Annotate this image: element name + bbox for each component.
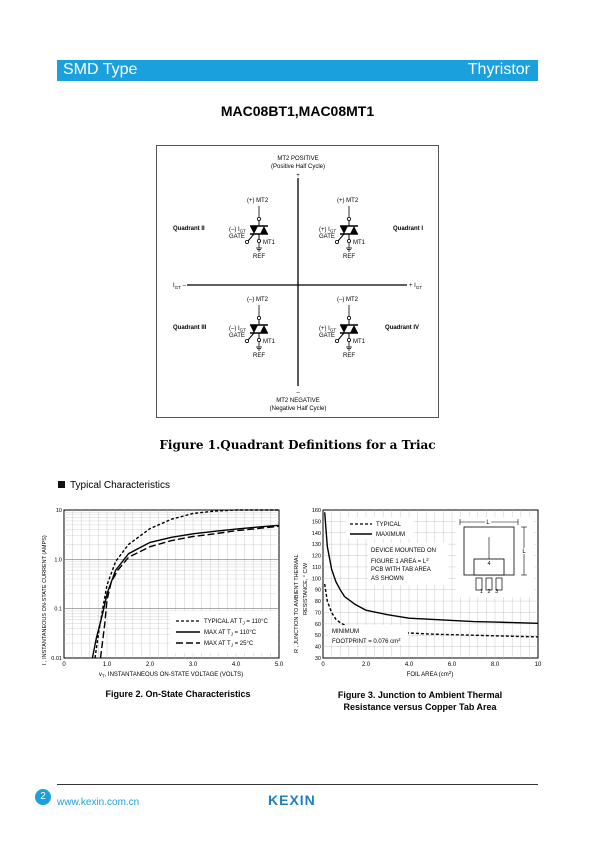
- fig3-legend-maximum: MAXIMUM: [376, 532, 405, 538]
- fig2-ylabel: I , INSTANTANEOUS ON-STATE CURRENT (AMPS): [42, 535, 48, 665]
- quadrant-i: [319, 198, 423, 260]
- mt2-negative-label: MT2 NEGATIVE: [276, 398, 320, 404]
- quadrant-iii-label: Quadrant III: [173, 325, 207, 331]
- figure3-caption-line2: Resistance versus Copper Tab Area: [343, 702, 497, 712]
- fig3-y-tick-label: 100: [311, 576, 321, 583]
- fig2-legend: [170, 611, 278, 653]
- quadrant-iii-ref: REF: [253, 353, 265, 359]
- figure3-caption: [300, 689, 540, 713]
- quadrant-iv-label: Quadrant IV: [385, 325, 420, 331]
- website-link[interactable]: www.kexin.com.cn: [57, 797, 140, 808]
- fig3-x-tick-label: 4.0: [404, 662, 414, 668]
- fig2-x-tick-label: 4.0: [231, 662, 241, 668]
- quadrant-ii-mt1: MT1: [263, 240, 275, 246]
- fig2-legend-max110: MAX AT $T_J = 110^\circ C$: [204, 630, 257, 637]
- fig3-ylabel-line2: RESISTANCE, ° C/W: [303, 562, 309, 615]
- bullet-square-icon: [58, 481, 65, 488]
- igt-minus-label: $I_{GT}$ –: [173, 283, 186, 290]
- fig3-y-ticks: [312, 508, 321, 662]
- mt2-positive-label: MT2 POSITIVE: [277, 156, 319, 162]
- plus-sign-top: +: [296, 173, 300, 179]
- quadrant-i-ref: REF: [343, 254, 355, 260]
- fig3-y-tick-label: 60: [314, 621, 321, 628]
- product-type: SMD Type: [63, 61, 138, 78]
- fig3-minimum: MINIMUM: [332, 629, 359, 635]
- header-bar: [57, 60, 538, 81]
- fig3-y-tick-label: 130: [311, 542, 321, 549]
- fig2-y-tick-label: 1.0: [54, 557, 62, 564]
- fig3-footprint: FOOTPRINT = 0.076 $cm^2$: [332, 637, 401, 645]
- minus-sign-bottom: –: [296, 390, 300, 396]
- quadrant-ii-mt2: (+) MT2: [247, 198, 269, 204]
- quadrant-iii-gate2: GATE: [229, 333, 245, 339]
- fig3-x-ticks: [321, 662, 542, 668]
- quadrant-diagram: [156, 145, 439, 418]
- fig3-y-tick-label: 140: [311, 530, 321, 537]
- quadrant-iii-gate1: (–) $I_{GT}$: [229, 326, 246, 333]
- quadrant-ii-ref: REF: [253, 254, 265, 260]
- quadrant-i-label: Quadrant I: [393, 226, 424, 232]
- fig2-x-ticks: [62, 662, 284, 668]
- figure2-caption: Figure 2. On-State Characteristics: [105, 689, 251, 699]
- fig2-y-tick-label: 0.01: [51, 656, 62, 662]
- quadrant-iv-mt2: (–) MT2: [337, 297, 358, 303]
- quadrant-iv: [319, 297, 419, 359]
- quadrant-iii-mt2: (–) MT2: [247, 297, 268, 303]
- fig2-legend-typical: TYPICAL AT $T_J = 110^\circ C$: [204, 619, 268, 626]
- fig2-x-tick-label: 3.0: [188, 662, 198, 668]
- figure2-chart: [40, 505, 290, 683]
- fig3-y-tick-label: 150: [311, 519, 321, 526]
- quadrant-iv-mt1: MT1: [353, 339, 365, 345]
- section-heading: [58, 480, 170, 491]
- quadrant-ii: [173, 198, 276, 260]
- footer-rule: [57, 784, 538, 785]
- fig3-y-tick-label: 80: [314, 599, 321, 606]
- fig3-y-tick-label: 160: [311, 508, 321, 514]
- fig3-min-note: [328, 625, 408, 645]
- fig3-ylabel-line1: R , JUNCTION TO AMBIENT THERMAL: [294, 554, 300, 653]
- fig3-y-tick-label: 120: [311, 553, 321, 560]
- part-title: MAC08BT1,MAC08MT1: [220, 103, 375, 119]
- mt2-negative-sub: (Negative Half Cycle): [269, 406, 327, 412]
- fig3-device-line2: FIGURE 1 AREA = $L^2$: [371, 557, 429, 565]
- fig3-y-tick-label: 70: [314, 610, 321, 617]
- section-title: Typical Characteristics: [70, 480, 171, 491]
- page-number: 2: [35, 789, 51, 805]
- quadrant-iv-gate1: (+) $I_{GT}$: [319, 326, 337, 333]
- quadrant-i-gate1: (+) $I_{GT}$: [319, 227, 337, 234]
- quadrant-diagram-svg: [157, 146, 440, 419]
- fig3-device-line4: AS SHOWN: [371, 576, 404, 582]
- fig2-x-tick-label: 5.0: [274, 662, 284, 668]
- fig3-y-tick-label: 50: [314, 633, 321, 640]
- quadrant-iii-mt1: MT1: [263, 339, 275, 345]
- figure3-chart: [288, 505, 548, 683]
- fig3-package-L-top: L: [486, 520, 490, 526]
- kexin-logo: KEXIN: [268, 792, 316, 808]
- fig3-device-note: [368, 543, 448, 585]
- fig3-y-tick-label: 30: [314, 656, 321, 662]
- figure3-caption-line1: Figure 3. Junction to Ambient Thermal: [337, 690, 503, 700]
- fig3-y-tick-label: 40: [314, 644, 321, 651]
- fig3-package-L-side: L: [522, 549, 526, 555]
- fig3-xlabel: FOIL AREA $(cm^2)$: [406, 670, 454, 678]
- quadrant-iv-ref: REF: [343, 353, 355, 359]
- quadrant-ii-gate1: (–) $I_{GT}$: [229, 227, 246, 234]
- quadrant-iii: [173, 297, 276, 359]
- fig3-x-tick-label: 2.0: [361, 662, 371, 668]
- fig2-y-ticks: [51, 508, 62, 662]
- fig2-y-tick-label: 0.1: [54, 606, 62, 613]
- quadrant-i-mt1: MT1: [353, 240, 365, 246]
- fig3-legend: [346, 517, 414, 539]
- fig2-x-tick-label: 2.0: [145, 662, 155, 668]
- quadrant-i-mt2: (+) MT2: [337, 198, 359, 204]
- quadrant-ii-label: Quadrant II: [173, 226, 205, 232]
- fig3-x-tick-label: 6.0: [447, 662, 457, 668]
- mt2-positive-sub: (Positive Half Cycle): [270, 164, 326, 170]
- figure1-caption: Figure 1.Quadrant Definitions for a Triac: [159, 438, 436, 452]
- fig2-x-tick-label: 0: [62, 662, 66, 668]
- quadrant-ii-gate2: GATE: [229, 234, 245, 240]
- fig3-package-drawing: [456, 517, 534, 597]
- fig3-y-tick-label: 110: [312, 564, 321, 571]
- fig2-xlabel: $v_T$, INSTANTANEOUS ON-STATE VOLTAGE (VOLTS): [98, 672, 244, 679]
- fig3-device-line3: PCB WITH TAB AREA: [371, 567, 431, 573]
- fig3-x-tick-label: 0: [321, 662, 325, 668]
- fig2-legend-max25: MAX AT $T_J = 25^\circ C$: [204, 641, 254, 648]
- fig3-x-tick-label: 8.0: [490, 662, 500, 668]
- fig3-legend-typical: TYPICAL: [376, 522, 402, 528]
- device-category: Thyristor: [467, 61, 530, 78]
- fig3-package-pin4: 4: [487, 561, 491, 567]
- quadrant-iv-gate2: GATE: [319, 333, 335, 339]
- fig3-package-pins: 1 2 3: [479, 589, 499, 595]
- igt-plus-label: + $I_{GT}$: [409, 283, 423, 290]
- fig2-y-tick-label: 10: [55, 508, 62, 514]
- fig3-y-tick-label: 90: [314, 587, 321, 594]
- quadrant-i-gate2: GATE: [319, 234, 335, 240]
- fig3-x-tick-label: 10: [534, 662, 542, 668]
- fig2-x-tick-label: 1.0: [102, 662, 112, 668]
- fig3-device-line1: DEVICE MOUNTED ON: [371, 548, 437, 554]
